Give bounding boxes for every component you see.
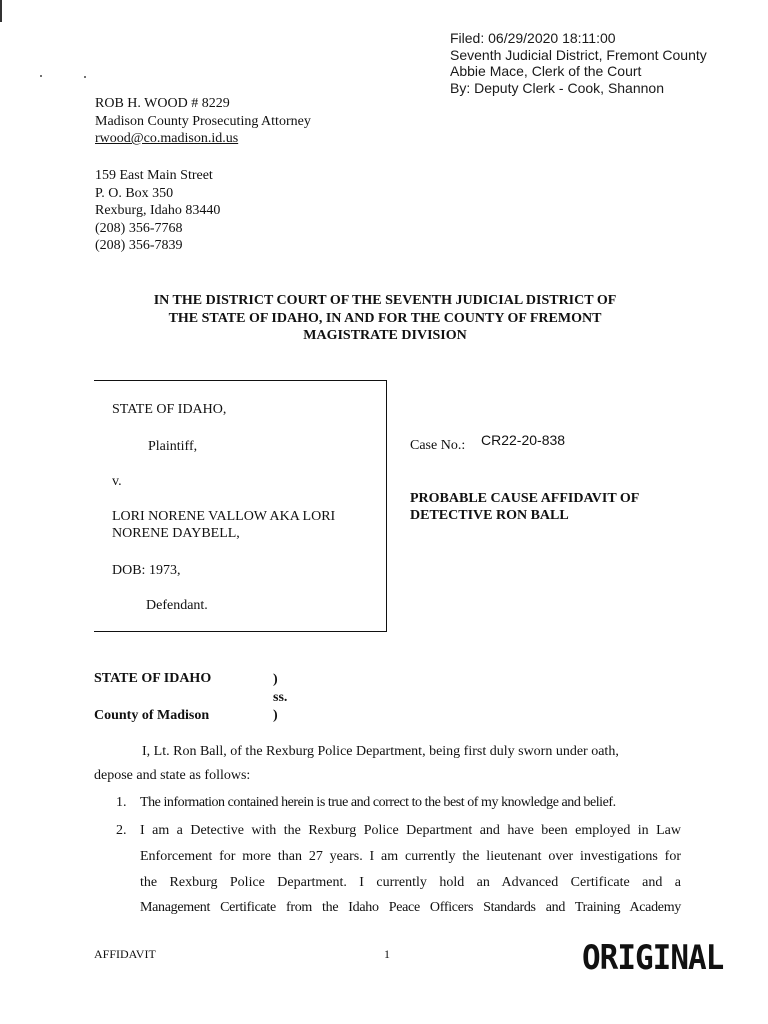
- versus-label: v.: [112, 474, 122, 489]
- attorney-title: Madison County Prosecuting Attorney: [95, 113, 311, 129]
- address-city: Rexburg, Idaho 83440: [95, 203, 221, 218]
- defendant-role: Defendant.: [146, 598, 208, 613]
- court-heading-line-1: IN THE DISTRICT COURT OF THE SEVENTH JUDICIAL DISTRICT OF: [153, 293, 617, 308]
- intro-line-2: depose and state as follows:: [94, 768, 251, 783]
- court-heading-line-2: THE STATE OF IDAHO, IN AND FOR THE COUNTY OF FREMONT: [168, 310, 602, 326]
- venue-county: County of Madison: [94, 708, 210, 723]
- defendant-dob: DOB: 1973,: [112, 563, 181, 578]
- original-stamp: ORIGINAL: [582, 938, 724, 978]
- address-po-box: P. O. Box 350: [95, 185, 174, 201]
- court-heading-line-3: MAGISTRATE DIVISION: [303, 328, 467, 343]
- attorney-block: [95, 95, 311, 148]
- address-street: 159 East Main Street: [95, 168, 213, 183]
- venue-paren-2: ): [273, 708, 278, 723]
- footer-label: AFFIDAVIT: [94, 947, 156, 961]
- address-phone-1: (208) 356-7768: [95, 220, 183, 236]
- address-block: [95, 167, 220, 255]
- list-item-text-line: I am a Detective with the Rexburg Police Department and have been employed in Law: [140, 823, 681, 838]
- list-item-number: 1.: [116, 795, 127, 810]
- scan-speck: [40, 75, 42, 77]
- filing-stamp-date: Filed: 06/29/2020 18:11:00: [450, 30, 616, 46]
- scan-edge-mark: [0, 0, 2, 22]
- plaintiff-role: Plaintiff,: [148, 439, 198, 454]
- scan-speck: [84, 76, 86, 78]
- venue-ss: ss.: [273, 690, 288, 705]
- case-number-value: CR22-20-838: [481, 432, 566, 448]
- document-title-line-2: DETECTIVE RON BALL: [410, 508, 569, 523]
- court-heading: [60, 292, 710, 345]
- list-item-text-line: Management Certificate from the Idaho Peace Officers Standards and Training Academy: [140, 900, 681, 915]
- list-item-text-line: the Rexburg Police Department. I currently hold an Advanced Certificate and a: [140, 875, 681, 890]
- filing-stamp-clerk: Abbie Mace, Clerk of the Court: [450, 63, 642, 79]
- document-title-line-1: PROBABLE CAUSE AFFIDAVIT OF: [410, 491, 640, 506]
- address-phone-2: (208) 356-7839: [95, 238, 183, 253]
- attorney-name: ROB H. WOOD # 8229: [95, 96, 230, 111]
- venue-paren-1: ): [273, 672, 278, 687]
- venue-state: STATE OF IDAHO: [94, 671, 212, 686]
- list-item-text: The information contained herein is true and correct to the best of my knowledge and belief.: [140, 795, 616, 810]
- list-item-number: 2.: [116, 823, 127, 838]
- filing-stamp-district: Seventh Judicial District, Fremont County: [450, 46, 707, 63]
- filing-stamp: [450, 30, 707, 96]
- defendant-name-line-1: LORI NORENE VALLOW AKA LORI: [112, 509, 336, 524]
- attorney-email-link[interactable]: rwood@co.madison.id.us: [95, 131, 239, 146]
- intro-line-1: I, Lt. Ron Ball, of the Rexburg Police Department, being first duly sworn under oath,: [142, 744, 619, 759]
- list-item-text-line: Enforcement for more than 27 years. I am currently the lieutenant over investigations for: [140, 849, 681, 864]
- page-number: 1: [384, 947, 390, 961]
- defendant-name-line-2: NORENE DAYBELL,: [112, 526, 240, 541]
- plaintiff-name: STATE OF IDAHO,: [112, 402, 227, 417]
- case-number-label: Case No.:: [410, 438, 466, 453]
- filing-stamp-deputy: By: Deputy Clerk - Cook, Shannon: [450, 79, 664, 96]
